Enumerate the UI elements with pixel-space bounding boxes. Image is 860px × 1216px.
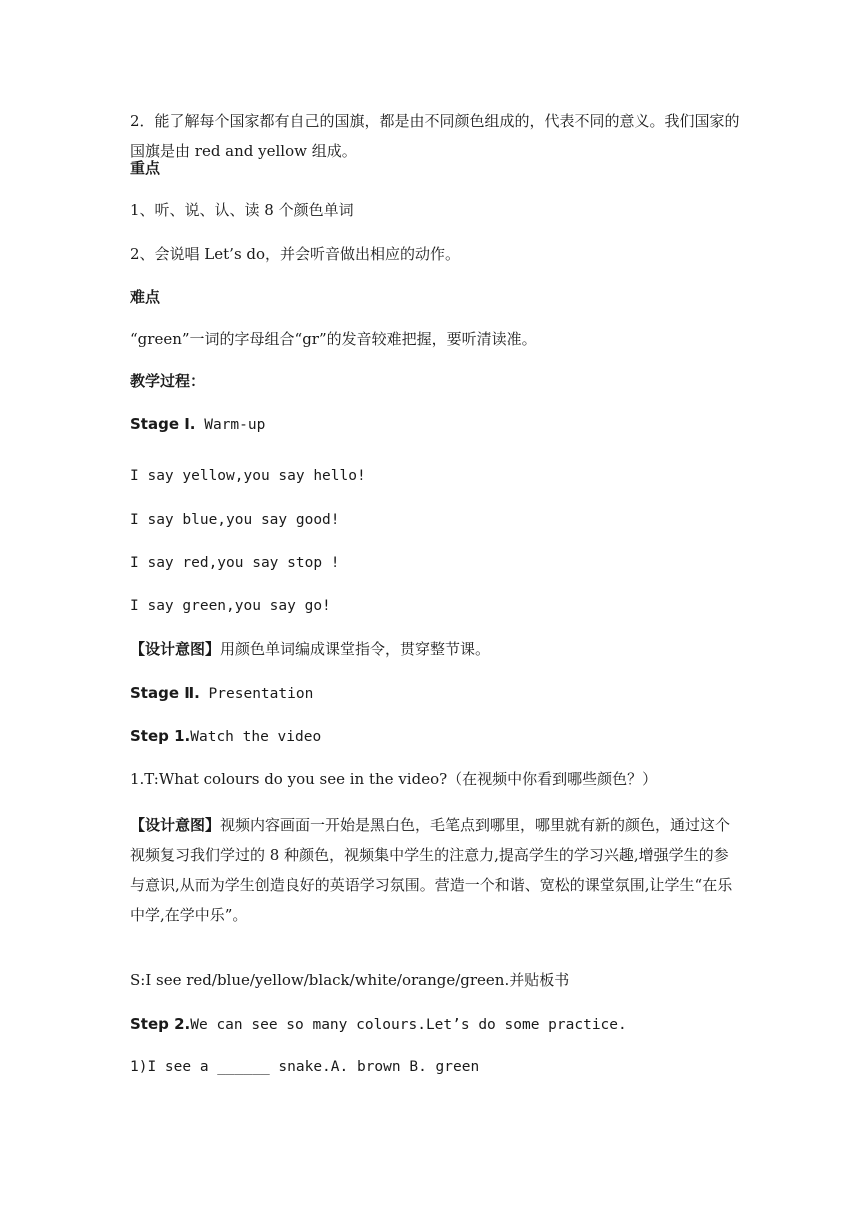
difficult-points-heading: 难点	[130, 288, 161, 306]
step-1-question: 1.T:What colours do you see in the video?（在视频中你看到哪些颜色？）	[130, 770, 658, 788]
key-points-heading: 重点	[130, 159, 161, 177]
step-2-exercise-1: 1)I see a ______ snake.A. brown B. green	[130, 1059, 480, 1075]
teaching-process-heading: 教学过程：	[130, 372, 206, 390]
warmup-line-3: I say red,you say stop !	[130, 555, 340, 571]
step-1-answer: S:I see red/blue/yellow/black/white/orange/green.并贴板书	[130, 971, 570, 989]
stage-1-heading	[130, 412, 740, 437]
warmup-line-4: I say green,you say go!	[130, 598, 331, 614]
step-2-label: Step 2.	[130, 1015, 191, 1033]
warmup-line-2: I say blue,you say good!	[130, 512, 340, 528]
design-intent-label: 【设计意图】	[130, 816, 221, 834]
step-2-title: We can see so many colours.Let’s do some practice.	[190, 1017, 627, 1033]
objective-2: 2．能了解每个国家都有自己的国旗，都是由不同颜色组成的，代表不同的意义。我们国家的国旗是由 red and yellow 组成。	[130, 112, 740, 160]
design-intent-label: 【设计意图】	[130, 640, 221, 658]
stage-1-label: Stage Ⅰ.	[130, 415, 196, 433]
step-1-design-intent	[130, 810, 740, 930]
warmup-line-1: I say yellow,you say hello!	[130, 468, 366, 484]
stage-2-heading	[130, 681, 740, 706]
stage-1-title: Warm-up	[195, 417, 266, 433]
step-1-label: Step 1.	[130, 727, 191, 745]
stage-2-title: Presentation	[199, 686, 314, 702]
key-point-2: 2、会说唱 Let’s do，并会听音做出相应的动作。	[130, 245, 461, 263]
design-intent-text: 用颜色单词编成课堂指令，贯穿整节课。	[220, 640, 491, 658]
stage-1-design-intent	[130, 637, 740, 661]
step-2-heading	[130, 1012, 740, 1037]
step-1-title: Watch the video	[190, 729, 322, 745]
design-intent-text: 视频内容画面一开始是黑白色，毛笔点到哪里，哪里就有新的颜色，通过这个视频复习我们学过的 8 种颜色，视频集中学生的注意力,提高学生的学习兴趣,增强学生的参与意识,从而为学生创造良好的英语学习氛围。营造一个和谐、宽松的课堂氛围,让学生“在乐中学,在学中乐”。	[130, 816, 733, 924]
step-1-heading	[130, 724, 740, 749]
key-point-1: 1、听、说、认、读 8 个颜色单词	[130, 201, 354, 219]
stage-2-label: Stage Ⅱ.	[130, 684, 200, 702]
difficult-points-text: “green”一词的字母组合“gr”的发音较难把握，要听清读准。	[130, 330, 537, 348]
